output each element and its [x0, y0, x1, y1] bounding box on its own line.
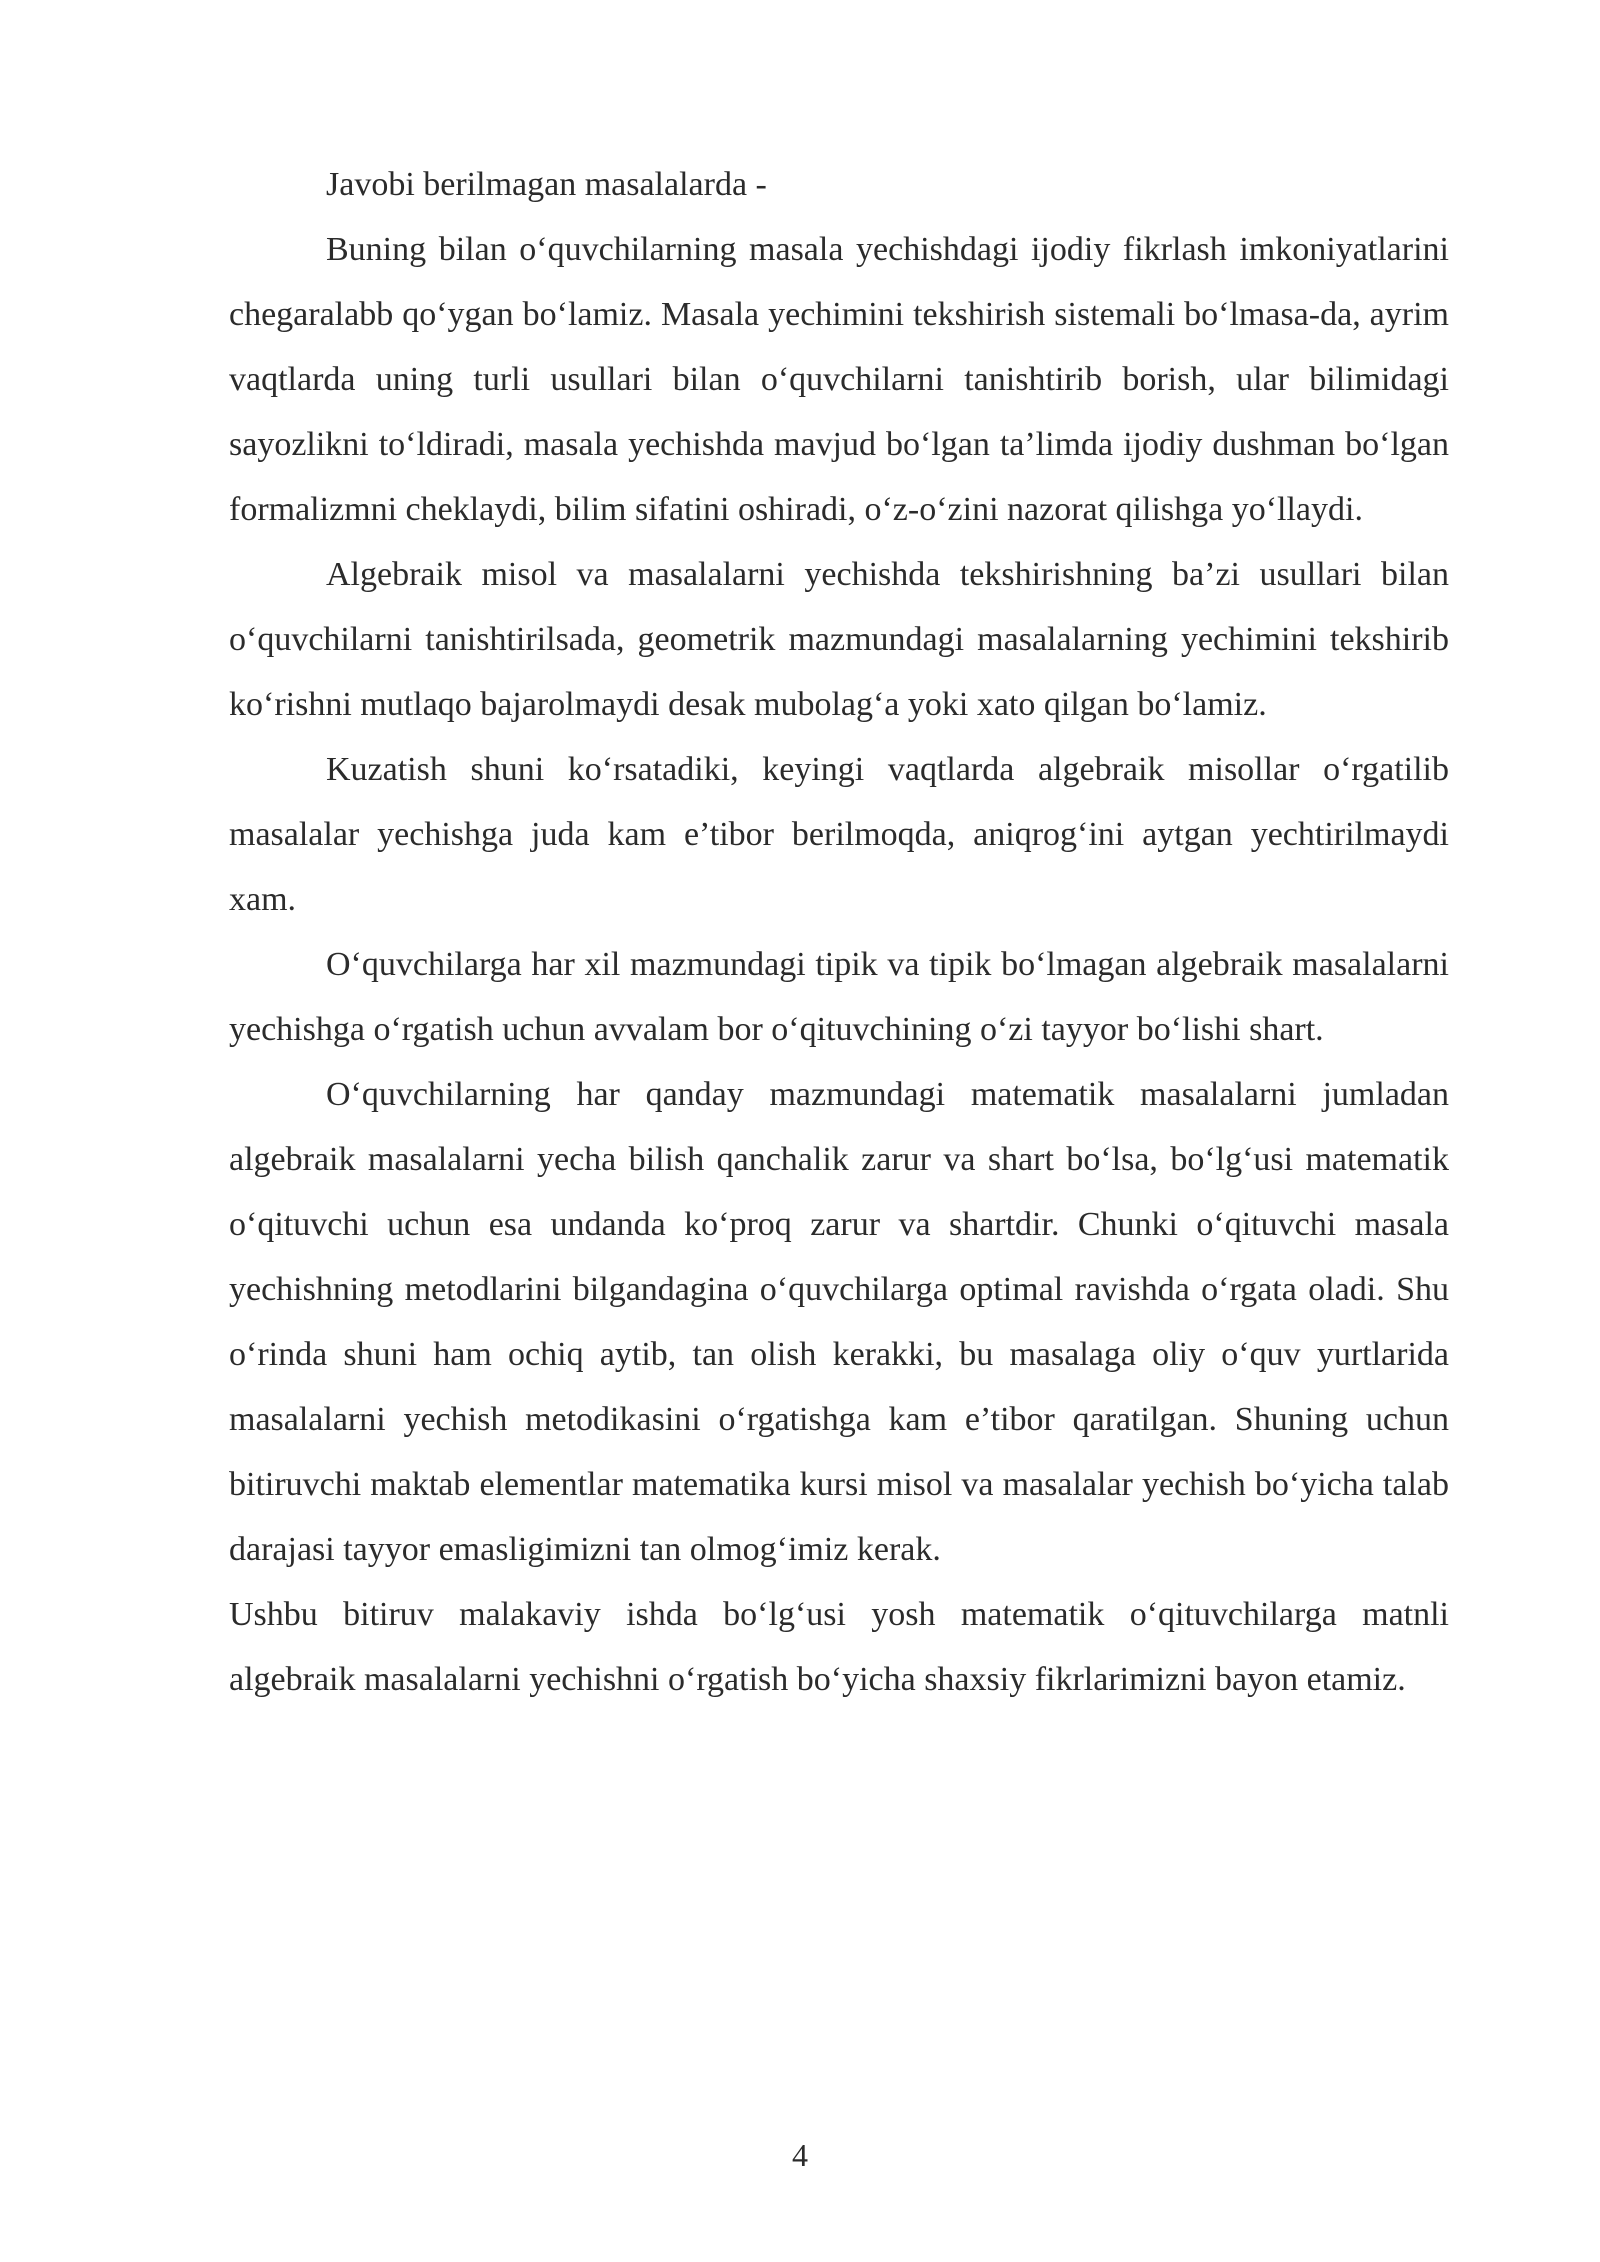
body-text: [229, 152, 1449, 1712]
paragraph-5: O‘quvchilarga har xil mazmundagi tipik va tipik bo‘lmagan algebraik masalalarni yechishga o‘rgatish uchun avvalam bor o‘qituvchining o‘zi tayyor bo‘lishi shart.: [229, 946, 1449, 1048]
paragraph-1: Javobi berilmagan masalalarda -: [326, 166, 767, 203]
paragraph-2: Buning bilan o‘quvchilarning masala yechishdagi ijodiy fikrlash imkoniyatlarini chegaralabb qo‘ygan bo‘lamiz. Masala yechimini tekshirish sistemali bo‘lmasa-da, ayrim vaqtlarda uning turli usullari bilan o‘quvchilarni tanishtirib borish, ular bilimidagi sayozlikni to‘ldiradi, masala yechishda mavjud bo‘lgan ta’limda ijodiy dushman bo‘lgan formalizmni cheklaydi, bilim sifatini oshiradi, o‘z-o‘zini nazorat qilishga yo‘llaydi.: [229, 231, 1449, 528]
page-number: 4: [792, 2137, 808, 2173]
paragraph-4: Kuzatish shuni ko‘rsatadiki, keyingi vaqtlarda algebraik misollar o‘rgatilib masalalar yechishga juda kam e’tibor berilmoqda, aniqrog‘ini aytgan yechtirilmaydi xam.: [229, 751, 1449, 918]
paragraph-6: O‘quvchilarning har qanday mazmundagi matematik masalalarni jumladan algebraik masalalarni yecha bilish qanchalik zarur va shart bo‘lsa, bo‘lg‘usi matematik o‘qituvchi uchun esa undanda ko‘proq zarur va shartdir. Chunki o‘qituvchi masala yechishning metodlarini bilgandagina o‘quvchilarga optimal ravishda o‘rgata oladi. Shu o‘rinda shuni ham ochiq aytib, tan olish kerakki, bu masalaga oliy o‘quv yurtlarida masalalarni yechish metodikasini o‘rgatishga kam e’tibor qaratilgan. Shuning uchun bitiruvchi maktab elementlar matematika kursi misol va masalalar yechish bo‘yicha talab darajasi tayyor emasligimizni tan olmog‘imiz kerak.: [229, 1076, 1449, 1568]
paragraph-3: Algebraik misol va masalalarni yechishda tekshirishning ba’zi usullari bilan o‘quvchilarni tanishtirilsada, geometrik mazmundagi masalalarning yechimini tekshirib ko‘rishni mutlaqo bajarolmaydi desak mubolag‘a yoki xato qilgan bo‘lamiz.: [229, 556, 1449, 723]
paragraph-7: Ushbu bitiruv malakaviy ishda bo‘lg‘usi yosh matematik o‘qituvchilarga matnli algebraik masalalarni yechishni o‘rgatish bo‘yicha shaxsiy fikrlarimizni bayon etamiz.: [229, 1596, 1449, 1698]
